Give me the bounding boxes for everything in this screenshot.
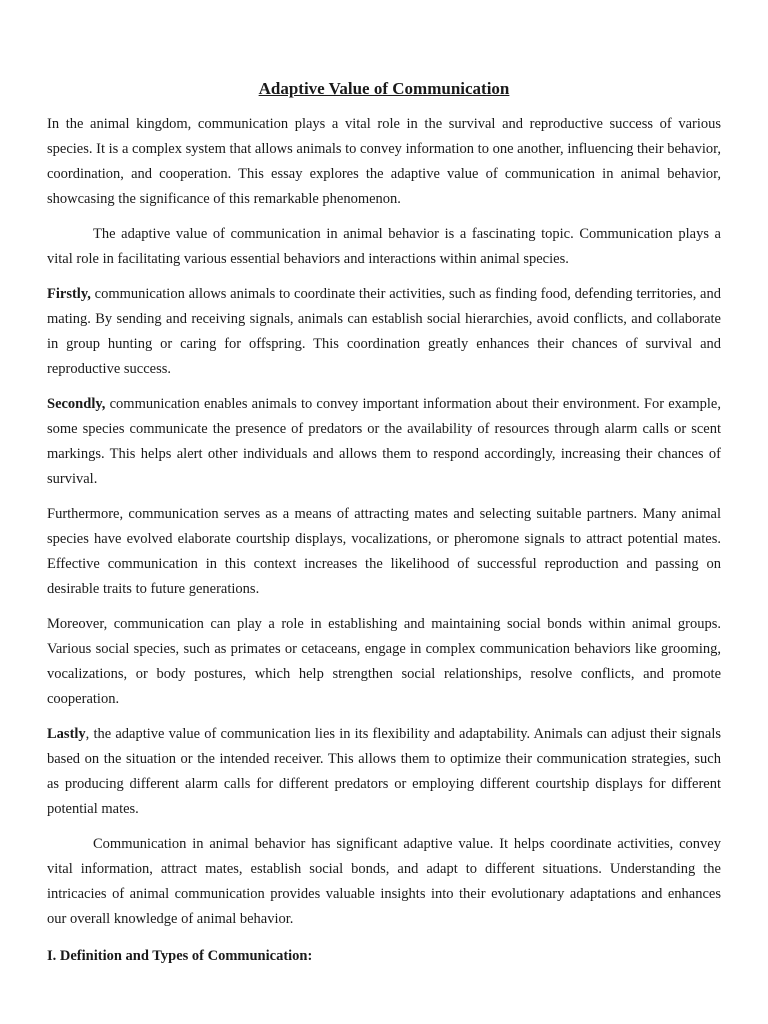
paragraph-text: The adaptive value of communication in animal behavior is a fascinating topic. Communication plays a vital role in facilitating various essential behaviors and interactions within animal species. bbox=[47, 226, 721, 267]
section-heading: I. Definition and Types of Communication: bbox=[47, 948, 313, 964]
paragraph-text: communication enables animals to convey important information about their environment. For example, some species communicate the presence of predators or the availability of resources through alarm calls or scent markings. This helps alert other individuals and allows them to respond accordingly, increasing their chances of survival. bbox=[47, 396, 721, 487]
paragraph-lead: Firstly, bbox=[47, 286, 91, 302]
paragraph-lastly bbox=[47, 722, 721, 822]
paragraph-text: , the adaptive value of communication lies in its flexibility and adaptability. Animals can adjust their signals based on the situation or the intended receiver. This allows them to optimize their communication strategies, such as producing different alarm calls for different predators or employing different courtship displays for different potential mates. bbox=[47, 726, 721, 817]
paragraph-overview bbox=[47, 222, 721, 272]
paragraph-text: Communication in animal behavior has significant adaptive value. It helps coordinate activities, convey vital information, attract mates, establish social bonds, and adapt to different situations. Understanding the intricacies of animal communication provides valuable insights into their evolutionary adaptations and enhances our overall knowledge of animal behavior. bbox=[47, 836, 721, 927]
paragraph-lead: Lastly bbox=[47, 726, 86, 742]
paragraph-text: Moreover, communication can play a role in establishing and maintaining social bonds within animal groups. Various social species, such as primates or cetaceans, engage in complex communication behaviors like grooming, vocalizations, or body postures, which help strengthen social relationships, resolve conflicts, and promote cooperation. bbox=[47, 616, 721, 707]
paragraph-text: In the animal kingdom, communication plays a vital role in the survival and reproductive success of various species. It is a complex system that allows animals to convey information to one another, influencing their behavior, coordination, and cooperation. This essay explores the adaptive value of communication in animal behavior, showcasing the significance of this remarkable phenomenon. bbox=[47, 116, 721, 207]
paragraph-furthermore bbox=[47, 502, 721, 602]
paragraph-text: communication allows animals to coordinate their activities, such as finding food, defending territories, and mating. By sending and receiving signals, animals can establish social hierarchies, avoid conflicts, and collaborate in group hunting or caring for offspring. This coordination greatly enhances their chances of survival and reproductive success. bbox=[47, 286, 721, 377]
paragraph-lead: Secondly, bbox=[47, 396, 106, 412]
document-title: Adaptive Value of Communication bbox=[258, 79, 510, 98]
paragraph-text: Furthermore, communication serves as a means of attracting mates and selecting suitable partners. Many animal species have evolved elaborate courtship displays, vocalizations, or pheromone signals to attract potential mates. Effective communication in this context increases the likelihood of successful reproduction and passing on desirable traits to future generations. bbox=[47, 506, 721, 597]
paragraph-firstly bbox=[47, 282, 721, 382]
paragraph-conclusion bbox=[47, 832, 721, 932]
paragraph-intro bbox=[47, 112, 721, 212]
paragraph-secondly bbox=[47, 392, 721, 492]
paragraph-moreover bbox=[47, 612, 721, 712]
